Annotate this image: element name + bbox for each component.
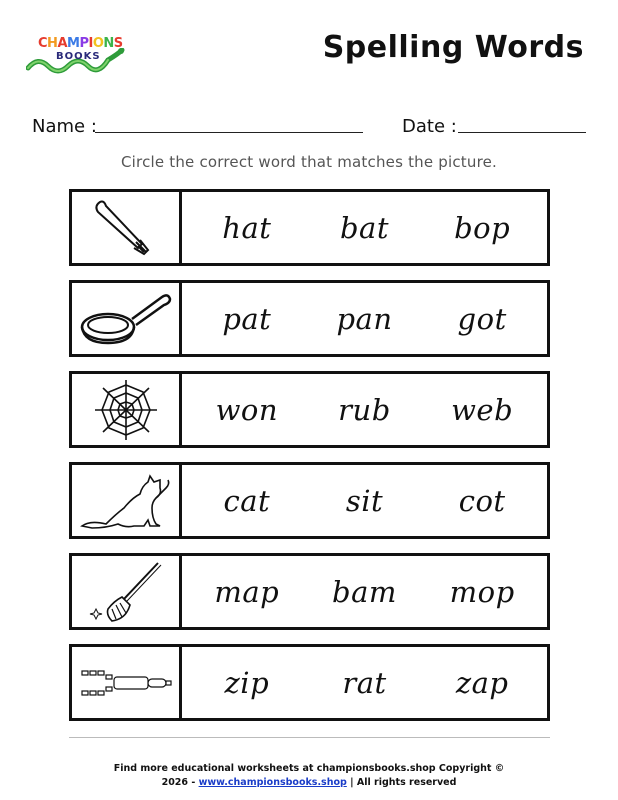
logo-wordmark: CHAMPIONS — [38, 36, 123, 51]
word-option[interactable]: pat — [222, 301, 272, 336]
word-row — [69, 553, 550, 630]
name-label: Name : — [32, 116, 97, 137]
bat-icon — [86, 196, 166, 260]
logo — [26, 34, 126, 76]
word-row — [69, 462, 550, 539]
word-option[interactable]: bop — [454, 210, 511, 245]
word-option[interactable]: rub — [338, 392, 391, 427]
word-option[interactable]: web — [451, 392, 514, 427]
instruction: Circle the correct word that matches the picture. — [120, 153, 498, 171]
logo-subword: BOOKS — [56, 51, 101, 62]
pan-icon — [78, 287, 174, 351]
footer-link[interactable]: www.championsbooks.shop — [198, 777, 347, 788]
picture-cell — [72, 192, 182, 263]
date-label: Date : — [402, 116, 457, 137]
picture-cell — [72, 647, 182, 718]
word-option[interactable]: zip — [224, 665, 270, 700]
word-option[interactable]: mop — [449, 574, 515, 609]
word-option[interactable]: zap — [455, 665, 509, 700]
word-option[interactable]: won — [215, 392, 279, 427]
date-line[interactable] — [458, 132, 586, 133]
footer-year: 2026 - — [161, 777, 199, 788]
word-row — [69, 644, 550, 721]
word-row — [69, 280, 550, 357]
footer-divider — [69, 737, 550, 738]
name-line[interactable] — [95, 132, 363, 133]
word-option[interactable]: cot — [458, 483, 506, 518]
word-option[interactable]: pan — [336, 301, 393, 336]
footer-line-2 — [0, 776, 618, 790]
web-icon — [91, 378, 161, 442]
picture-cell — [72, 283, 182, 354]
word-row — [69, 189, 550, 266]
word-row — [69, 371, 550, 448]
picture-cell — [72, 374, 182, 445]
word-option[interactable]: sit — [345, 483, 384, 518]
footer-rights: | All rights reserved — [346, 777, 457, 788]
word-option[interactable]: cat — [223, 483, 271, 518]
page-title: Spelling Words — [322, 30, 584, 65]
cat-icon — [76, 468, 176, 534]
footer — [0, 762, 618, 790]
word-option[interactable]: bat — [339, 210, 389, 245]
mop-icon — [86, 559, 166, 625]
zip-icon — [78, 663, 174, 703]
word-option[interactable]: bam — [332, 574, 397, 609]
footer-line-1: Find more educational worksheets at championsbooks.shop Copyright © — [113, 763, 505, 774]
word-option[interactable]: map — [214, 574, 280, 609]
word-option[interactable]: got — [457, 301, 507, 336]
word-option[interactable]: rat — [342, 665, 387, 700]
picture-cell — [72, 465, 182, 536]
picture-cell — [72, 556, 182, 627]
word-option[interactable]: hat — [222, 210, 272, 245]
